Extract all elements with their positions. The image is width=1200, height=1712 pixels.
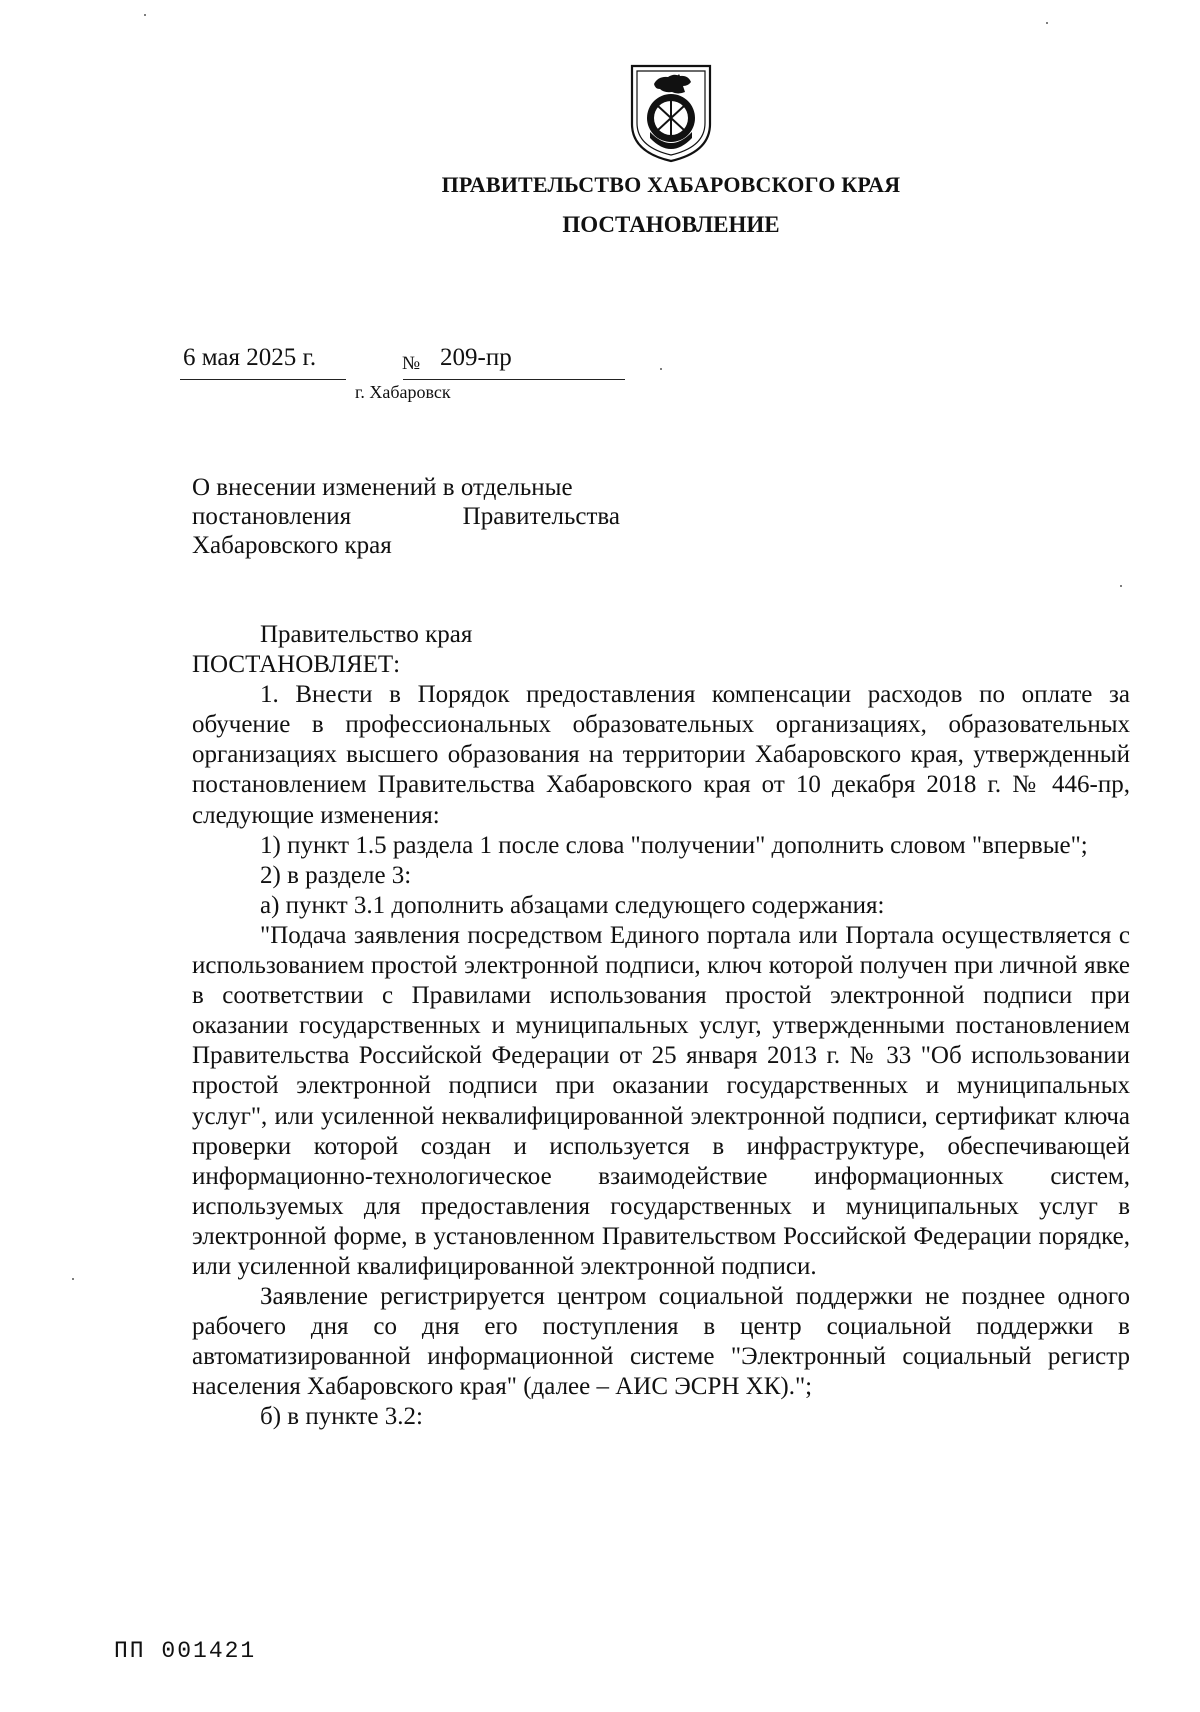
subject-line: Хабаровского края — [192, 532, 392, 559]
document-date: 6 мая 2025 г. — [183, 344, 317, 371]
resolves-line: ПОСТАНОВЛЯЕТ: — [192, 651, 401, 679]
number-underline — [403, 379, 625, 380]
number-sign: № — [402, 353, 421, 374]
scan-speck — [144, 14, 146, 16]
paragraph: 2) в разделе 3: — [260, 861, 412, 889]
government-title: ПРАВИТЕЛЬСТВО ХАБАРОВСКОГО КРАЯ — [441, 172, 901, 197]
paragraph: "Подача заявления посредством Единого портала или Портала осуществляется с использованием простой электронной подписи, ключ которой получен при личной явке в соответствии с Правилами использования простой электронной подписи при оказании государственных и муниципальных услуг, утвержденными постановлением Правительства Российской Федерации от 25 января 2013 г. № 33 "Об использовании простой электронной подписи при оказании государственных и муниципальных услуг", или усиленной неквалифицированной электронной подписи, сертификат ключа проверки которой создан и используется в инфраструктуре, обеспечивающей информационно-технологическое взаимодействие информационных систем, используемых для предоставления государственных и муниципальных услуг в электронной форме, в установленном Правительством Российской Федерации порядке, или усиленной квалифицированной электронной подписи. — [192, 921, 1130, 1280]
scan-speck — [72, 1278, 74, 1280]
document-body — [192, 620, 1130, 1433]
document-type-title: ПОСТАНОВЛЕНИЕ — [562, 212, 780, 237]
paragraph: Заявление регистрируется центром социальной поддержки не позднее одного рабочего дня со дня его поступления в центр социальной поддержки в автоматизированной информационной системе "Электронный социальный регистр населения Хабаровского края" (далее – АИС ЭСРН ХК)."; — [192, 1283, 1130, 1401]
subject-line: О внесении изменений в отдельные — [192, 474, 573, 501]
scan-speck — [1046, 22, 1048, 24]
date-underline — [180, 379, 346, 380]
form-code: ПП 001421 — [114, 1638, 257, 1664]
document-subject — [192, 473, 620, 560]
intro-line: Правительство края — [260, 621, 473, 648]
document-city: г. Хабаровск — [355, 382, 451, 402]
paragraph: б) в пункте 3.2: — [260, 1403, 423, 1431]
subject-line: постановления Правительства — [192, 503, 620, 530]
document-number: 209-пр — [440, 344, 512, 371]
scan-speck — [660, 368, 662, 370]
coat-of-arms-icon — [628, 62, 714, 164]
paragraph: 1. Внести в Порядок предоставления компенсации расходов по оплате за обучение в профессиональных образовательных организациях, образовательных организациях высшего образования на территории Хабаровского края, утвержденный постановлением Правительства Хабаровского края от 10 декабря 2018 г. № 446-пр, следующие изменения: — [192, 681, 1130, 829]
scan-speck — [1120, 585, 1122, 587]
paragraph: 1) пункт 1.5 раздела 1 после слова "получении" дополнить словом "впервые"; — [260, 831, 1088, 859]
paragraph: а) пункт 3.1 дополнить абзацами следующего содержания: — [260, 891, 885, 919]
